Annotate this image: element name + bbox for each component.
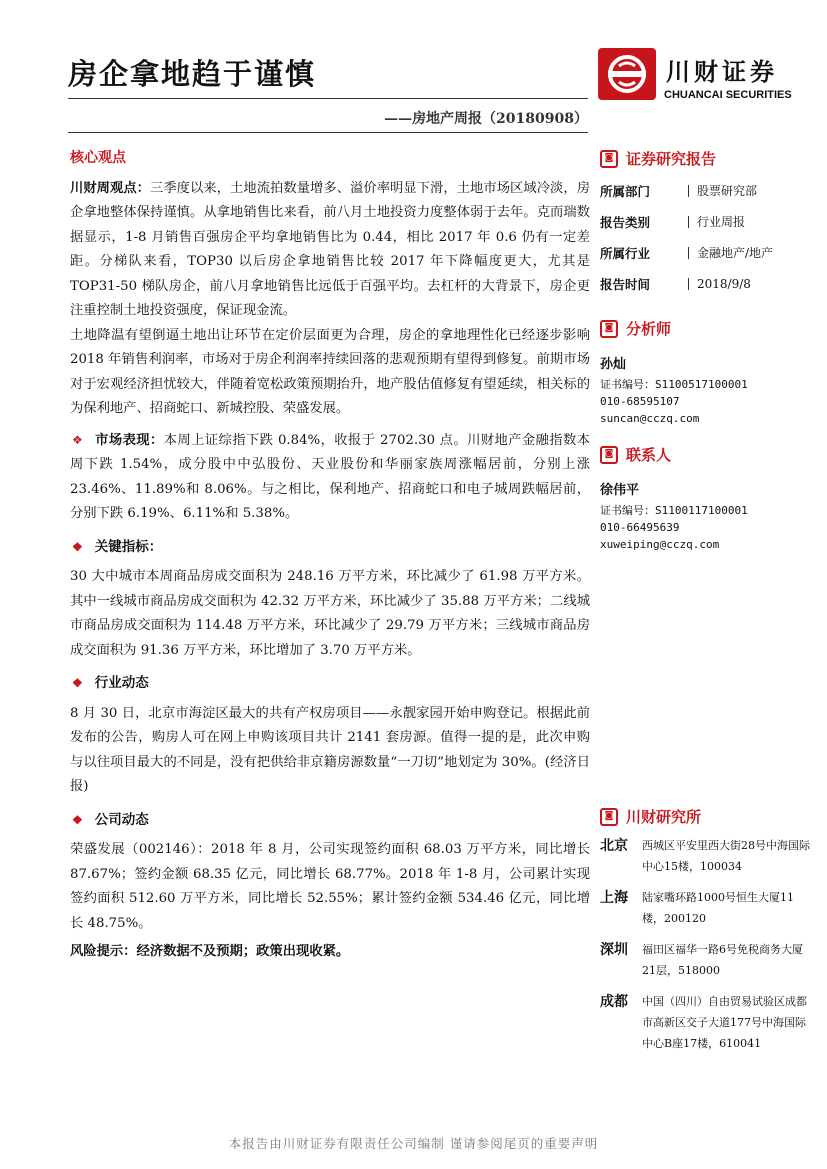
report-subtitle: ——房地产周报（20180908） <box>384 111 588 127</box>
core-view-heading: 核心观点 <box>70 150 126 166</box>
section-square-icon: ◙ <box>600 320 618 338</box>
info-label: 所属行业 <box>600 245 651 261</box>
office-city: 上海 <box>600 890 628 906</box>
page-footer-disclaimer: 本报告由川财证券有限责任公司编制 谨请参阅尾页的重要声明 <box>228 1136 599 1151</box>
institute-heading-text: 川财研究所 <box>626 808 702 826</box>
core-paragraph-1-text: 三季度以来，土地流拍数量增多、溢价率明显下滑，土地市场区域冷淡，房企拿地整体保持谨慎。从拿地销售比来看，前八月土地投资力度整体弱于去年。克而瑞数据显示，1-8 月销售百强房企平均拿地销售比为 0.44，相比 2017 年 0.6 仍有一定差距。分梯队来看，TOP30 以后房企拿地销售比较 2017 年下降幅度更大，尤其是 TOP31-50 梯队房企，前八月拿地销售比远低于百强平均。去杠杆的大背景下，房企更注重控制土地投资强度，保证现金流。 <box>70 180 591 318</box>
report-info-heading <box>600 148 810 169</box>
office-city: 北京 <box>600 838 628 854</box>
diamond-bullet-icon: ❖ <box>72 432 84 447</box>
section-square-icon: ◙ <box>600 446 618 464</box>
subheader-rule <box>68 132 588 133</box>
header-rule <box>68 98 588 99</box>
market-label: 市场表现： <box>95 432 164 448</box>
info-separator <box>688 185 689 197</box>
indicators-label: 关键指标： <box>94 538 163 555</box>
report-title: 房企拿地趋于谨慎 <box>68 57 317 91</box>
market-section <box>70 428 590 527</box>
analyst-panel <box>600 318 810 427</box>
section-square-icon: ◙ <box>600 150 618 168</box>
info-row-date <box>600 268 810 299</box>
core-lead-label: 川财周观点： <box>70 180 151 196</box>
analyst-heading-text: 分析师 <box>626 320 672 338</box>
contact-phone: 010-66495639 <box>600 521 680 534</box>
main-content <box>70 146 590 965</box>
info-row-industry <box>600 237 810 268</box>
core-paragraph-2: 土地降温有望倒逼土地出让环节在定价层面更为合理，房企的拿地理性化已经逐步影响 2018 年销售利润率，市场对于房企利润率持续回落的悲观预期有望得到修复。前期市场对于宏观经济担忧较大，伴随着宽松政策预期抬升，地产股估值修复有望延续，相关标的为保利地产、招商蛇口、新城控股、荣盛发展。 <box>70 327 590 416</box>
contact-cert: 证书编号：S1100117100001 <box>600 504 748 517</box>
indicators-text: 30 大中城市本周商品房成交面积为 248.16 万平方米，环比减少了 61.98 万平方米。其中一线城市商品房成交面积为 42.32 万平方米，环比减少了 35.88 万平方米；二线城市商品房成交面积为 114.48 万平方米，环比减少了 29.79 万平方米；三线城市商品房成交面积为 91.36 万平方米，环比增加了 3.70 万平方米。 <box>70 569 590 658</box>
office-address: 中国（四川）自由贸易试验区成都市高新区交子大道177号中海国际中心B座17楼，610041 <box>642 995 807 1050</box>
industry-text: 8 月 30 日，北京市海淀区最大的共有产权房项目——永靓家园开始申购登记。根据此前发布的公告，购房人可在网上申购该项目共计 2141 套房源。值得一提的是，此次申购与以往项目最大的不同是，没有把供给非京籍房源数量“一刀切”地划定为 30%。(经济日报) <box>70 705 590 794</box>
info-row-department <box>600 175 810 206</box>
chuancai-logo-icon <box>598 48 656 100</box>
office-chengdu <box>600 991 810 1054</box>
analyst-email[interactable]: suncan@cczq.com <box>600 412 700 425</box>
info-label: 报告类别 <box>600 214 651 230</box>
info-row-category <box>600 206 810 237</box>
info-value: 金融地产/地产 <box>697 246 774 260</box>
risk-warning: 风险提示：经济数据不及预期；政策出现收紧。 <box>70 944 350 959</box>
office-shanghai <box>600 887 810 929</box>
contact-heading-text: 联系人 <box>626 446 672 464</box>
diamond-bullet-icon: ❖ <box>72 812 83 827</box>
info-value: 行业周报 <box>697 215 746 229</box>
core-paragraph-1 <box>70 177 590 324</box>
diamond-bullet-icon: ❖ <box>72 676 83 690</box>
contact-heading <box>600 444 810 465</box>
institute-heading <box>600 806 810 827</box>
section-square-icon: ◙ <box>600 808 618 826</box>
office-address: 福田区福华一路6号免税商务大厦21层，518000 <box>642 943 803 977</box>
logo-name-cn: 川财证券 <box>666 58 778 86</box>
office-city: 深圳 <box>600 942 628 958</box>
analyst-cert: 证书编号：S1100517100001 <box>600 378 748 391</box>
indicators-heading <box>70 535 590 560</box>
contact-email[interactable]: xuweiping@cczq.com <box>600 538 720 551</box>
industry-heading <box>70 671 590 696</box>
analyst-heading <box>600 318 810 339</box>
company-text: 荣盛发展（002146）：2018 年 8 月，公司实现签约面积 68.03 万平方米，同比增长 87.67%；签约金额 68.35 亿元，同比增长 68.77%。2018 年 1-8 月，公司累计实现签约面积 512.60 万平方米，同比增长 52.55%；累计签约金额 534.46 亿元，同比增长 48.75%。 <box>70 842 590 931</box>
info-value: 股票研究部 <box>697 184 758 198</box>
info-label: 所属部门 <box>600 183 651 199</box>
info-separator <box>688 247 689 259</box>
industry-label: 行业动态 <box>94 675 149 691</box>
report-info-heading-text: 证券研究报告 <box>626 150 717 168</box>
company-label: 公司动态 <box>94 811 149 828</box>
logo-mark-svg <box>598 48 656 100</box>
report-info-panel <box>600 148 810 299</box>
info-separator <box>688 278 689 290</box>
office-city: 成都 <box>600 994 628 1010</box>
logo-name-en: CHUANCAI SECURITIES <box>664 89 792 101</box>
contact-name: 徐伟平 <box>600 483 640 498</box>
institute-panel <box>600 806 810 1064</box>
company-heading <box>70 808 590 833</box>
info-label: 报告时间 <box>600 276 651 292</box>
office-address: 西城区平安里西大街28号中海国际中心15楼，100034 <box>642 839 810 873</box>
contact-panel <box>600 444 810 553</box>
analyst-name: 孙灿 <box>600 357 627 372</box>
analyst-phone: 010-68595107 <box>600 395 680 408</box>
office-beijing <box>600 835 810 877</box>
office-shenzhen <box>600 939 810 981</box>
info-value: 2018/9/8 <box>697 276 751 291</box>
office-address: 陆家嘴环路1000号恒生大厦11楼，200120 <box>642 891 794 925</box>
diamond-bullet-icon: ❖ <box>72 539 83 554</box>
market-text: 本周上证综指下跌 0.84%，收报于 2702.30 点。川财地产金融指数本周下跌 1.54%，成分股中中弘股份、天业股份和华丽家族周涨幅居前，分别上涨 23.46%、11.89%和 8.06%。与之相比，保利地产、招商蛇口和电子城周跌幅居前，分别下跌 6.19%、6.11%和 5.38%。 <box>70 432 590 521</box>
info-separator <box>688 216 689 228</box>
